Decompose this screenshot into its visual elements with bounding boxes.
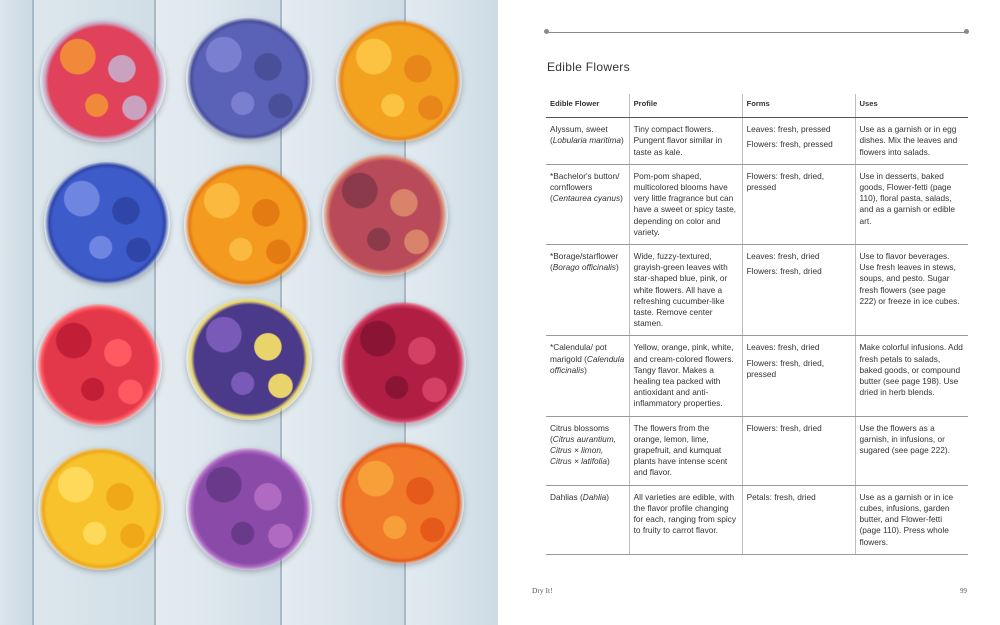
flower-common-name: *Bachelor's button/ cornflowers (: [550, 170, 620, 204]
uses-cell: Use as a garnish or in egg dishes. Mix the leaves and flowers into salads.: [855, 118, 968, 165]
pile-cornflower: [44, 162, 170, 284]
uses-cell: Use to flavor beverages. Use fresh leaves in stews, soups, and pesto. Sugar fresh flowers (see page 222) or freeze in ice cubes.: [855, 245, 968, 336]
flower-common-name: Alyssum, sweet (: [550, 124, 608, 146]
form-entry: Leaves: fresh, dried: [746, 342, 820, 353]
form-entry: Leaves: fresh, dried: [746, 251, 820, 262]
forms-cell: [742, 118, 855, 165]
pile-pansy: [186, 298, 312, 420]
column-header-edible-flower: Edible Flower: [546, 94, 629, 118]
form-entry: Flowers: fresh, dried, pressed: [746, 357, 825, 379]
flower-name-cell: [546, 164, 629, 244]
table-header-row: [546, 94, 968, 118]
table-row: [546, 118, 968, 165]
form-entry: Flowers: fresh, pressed: [746, 139, 833, 150]
flower-latin-name: Calendula officinalis: [550, 353, 625, 375]
page-number: 99: [960, 587, 967, 595]
uses-cell: Use in desserts, baked goods, Flower-fetti (page 110), floral pasta, salads, and as a garnish or edible art.: [855, 164, 968, 244]
pile-purple-petals: [186, 448, 312, 570]
pile-dahlia: [322, 154, 448, 276]
flower-latin-name: Dahlia: [582, 491, 607, 502]
profile-cell: Wide, fuzzy-textured, grayish-green leaves with star-shaped blue, pink, or white flowers. All have a refreshing cucumber-like taste. Remove center stamen.: [629, 245, 742, 336]
table-row: [546, 245, 968, 336]
profile-cell: Pom-pom shaped, multicolored blooms have very little fragrance but can have a sweet or spicy taste, depending on color and variety.: [629, 164, 742, 244]
wood-plank: [0, 0, 34, 625]
text-page: [498, 0, 1000, 625]
form-entry: Petals: fresh, dried: [746, 491, 816, 502]
column-header-profile: Profile: [629, 94, 742, 118]
flower-latin-name: Citrus aurantium, Citrus × limon, Citrus × latifolia: [550, 433, 616, 467]
flower-name-close: ): [620, 193, 623, 204]
form-entry: Flowers: fresh, dried, pressed: [746, 170, 825, 193]
running-footer: Dry It!: [532, 586, 553, 595]
table-row: [546, 336, 968, 416]
pile-nasturtium: [338, 442, 464, 564]
table-row: [546, 164, 968, 244]
flower-name-cell: [546, 416, 629, 485]
column-header-uses: Uses: [855, 94, 968, 118]
flower-name-cell: [546, 336, 629, 416]
pile-lavender: [186, 18, 312, 140]
flower-name-cell: [546, 118, 629, 165]
table-row: [546, 416, 968, 485]
profile-cell: Tiny compact flowers. Pungent flavor similar in taste as kale.: [629, 118, 742, 165]
pile-marigold: [184, 164, 310, 286]
flower-latin-name: Centaurea cyanus: [552, 193, 621, 204]
flower-name-close: ): [584, 364, 587, 375]
pile-carnation: [340, 302, 466, 424]
forms-cell: [742, 416, 855, 485]
profile-cell: Yellow, orange, pink, white, and cream-colored flowers. Tangy flavor. Makes a healing tea packed with antioxidant and anti-inflammatory properties.: [629, 336, 742, 416]
form-entry: Flowers: fresh, dried: [746, 422, 822, 433]
flower-latin-name: Lobularia maritima: [552, 135, 622, 146]
flower-name-cell: [546, 245, 629, 336]
rule-ornament: [544, 29, 549, 34]
form-entry: Flowers: fresh, dried: [746, 266, 822, 277]
flower-name-close: ): [606, 456, 610, 467]
edible-flowers-table: [546, 94, 968, 555]
profile-cell: All varieties are edible, with the flavor profile changing for each, ranging from spicy to fruity to carrot flavor.: [629, 485, 742, 554]
pile-calendula: [336, 20, 462, 142]
flower-common-name: *Calendula/ pot marigold (: [550, 342, 607, 364]
flower-common-name: Dahlias (: [550, 491, 583, 502]
flower-name-close: ): [606, 491, 610, 502]
column-header-forms: Forms: [742, 94, 855, 118]
flower-name-close: ): [621, 135, 624, 146]
pile-mixed-petals: [40, 20, 166, 142]
flower-name-cell: [546, 485, 629, 554]
uses-cell: Use the flowers as a garnish, in infusions, or sugared (see page 222).: [855, 416, 968, 485]
profile-cell: The flowers from the orange, lemon, lime, grapefruit, and kumquat plants have intense scent and flavor.: [629, 416, 742, 485]
rule-ornament: [964, 29, 969, 34]
flower-latin-name: Borago officinalis: [552, 262, 616, 273]
form-entry: Leaves: fresh, pressed: [746, 124, 831, 135]
forms-cell: [742, 336, 855, 416]
top-rule: [546, 32, 966, 33]
forms-cell: [742, 245, 855, 336]
uses-cell: Use as a garnish or in ice cubes, infusions, garden butter, and Flower-fetti (page 110). Press whole flowers.: [855, 485, 968, 554]
pile-yellow-calendula: [38, 448, 164, 570]
page-title: Edible Flowers: [547, 60, 630, 75]
flower-common-name: Citrus blossoms (: [550, 422, 610, 444]
uses-cell: Make colorful infusions. Add fresh petals to salads, baked goods, or compound butter (see page 198). Use dried in herb blends.: [855, 336, 968, 416]
table-row: [546, 485, 968, 554]
flower-common-name: *Borage/starflower (: [550, 251, 619, 273]
forms-cell: [742, 164, 855, 244]
pile-rose: [36, 304, 162, 426]
dried-flowers-photo: [0, 0, 498, 625]
flower-name-close: ): [615, 262, 619, 273]
forms-cell: [742, 485, 855, 554]
